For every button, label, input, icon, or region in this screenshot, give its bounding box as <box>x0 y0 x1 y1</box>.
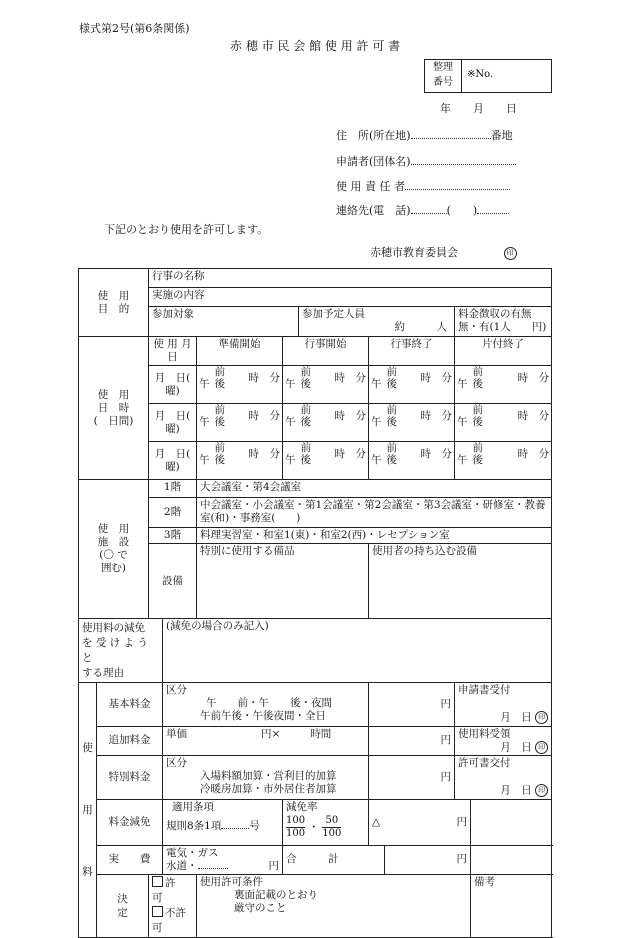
dt-header-start: 行事開始 <box>283 337 369 366</box>
ampm-label: 午 <box>283 404 299 442</box>
receipt-blank-2 <box>471 845 552 874</box>
dt-header-date: 使 用 月 日 <box>149 337 197 366</box>
permit-conditions: 使用許可条件 裏面記載のとおり 厳守のこと <box>197 874 471 937</box>
address-label: 住 所(所在地) <box>336 129 411 142</box>
target-field[interactable]: 参加対象 <box>149 307 299 337</box>
time-cell[interactable]: 前 後 時 分 <box>299 442 369 480</box>
dt-header-cleanup: 片付終了 <box>455 337 552 366</box>
datetime-row <box>79 404 552 442</box>
contact-row <box>336 202 509 218</box>
fee-collection-value: 無・有(1人 円) <box>458 321 547 333</box>
special-fee-class[interactable]: 区分 入場料額加算・営利目的加算 冷暖房加算・市外居住者加算 <box>163 756 369 800</box>
datetime-row <box>79 442 552 480</box>
extra-fee-calc[interactable]: 単価 円× 時間 <box>163 726 369 756</box>
permit-statement: 下記のとおり使用を許可します。 <box>104 223 269 236</box>
time-cell[interactable]: 前 後 時 分 <box>385 366 455 404</box>
special-fee-label: 特別料金 <box>97 756 163 800</box>
ampm-label: 午 <box>197 442 213 480</box>
time-cell[interactable]: 前 後 時 分 <box>385 404 455 442</box>
time-cell[interactable]: 前 後 時 分 <box>471 442 552 480</box>
planned-value: 約 人 <box>394 321 447 333</box>
datetime-label: 使 用 日 時 ( 日間) <box>79 337 149 480</box>
dt-date-cell[interactable]: 月 日( 曜) <box>149 404 197 442</box>
ampm-label: 午 <box>455 442 471 480</box>
fee-collection-label: 料金徴収の有無 <box>458 308 532 320</box>
floor-1-rooms[interactable]: 大会議室・第4会議室 <box>197 480 552 498</box>
seiri-box <box>424 59 552 93</box>
seiri-label-2: 番号 <box>433 77 453 88</box>
ampm-label: 午 <box>455 404 471 442</box>
manager-label: 使 用 責 任 者 <box>336 180 405 193</box>
planned-field[interactable] <box>299 307 455 337</box>
basic-fee-amount[interactable]: 円 <box>369 683 455 727</box>
basic-fee-label: 基本料金 <box>97 683 163 727</box>
floor-2-rooms[interactable]: 中会議室・小会議室・第1会議室・第2会議室・第3会議室・研修室・教養室(和)・事務室( ) <box>197 498 552 528</box>
reduction-reason-field[interactable]: (減免の場合のみ記入) <box>163 619 552 683</box>
fee-received: 使用料受領 月 日 印 <box>455 726 552 756</box>
ampm-label: 午 <box>283 366 299 404</box>
dt-date-cell[interactable]: 月 日( 曜) <box>149 366 197 404</box>
apply-clause-field[interactable]: 適用条項 規則8条1項 号 <box>163 799 283 845</box>
time-cell[interactable]: 前 後 時 分 <box>385 442 455 480</box>
floor-1-label: 1階 <box>149 480 197 498</box>
reduction-label: 使用料の減免 を 受 け よ う と する理由 <box>79 619 163 683</box>
permit-issued: 許可書交付 月 日 印 <box>455 756 552 800</box>
special-equipment-field[interactable]: 特別に使用する備品 <box>197 544 369 619</box>
special-fee-amount[interactable]: 円 <box>369 756 455 800</box>
decision-options <box>149 874 197 937</box>
event-name-field[interactable]: 行事の名称 <box>149 269 552 288</box>
permit-form-table <box>78 268 552 938</box>
time-cell[interactable]: 前 後 時 分 <box>299 404 369 442</box>
own-equipment-field[interactable]: 使用者の持ち込む設備 <box>369 544 552 619</box>
ampm-label: 午 <box>197 366 213 404</box>
decision-label: 決 定 <box>97 874 149 937</box>
application-received: 申請書受付 月 日 印 <box>455 683 552 727</box>
facility-label: 使 用 施 設 (〇 で 囲む) <box>79 480 149 619</box>
rate-100: $\frac{100}{100}$ <box>286 814 306 839</box>
ampm-label: 午 <box>283 442 299 480</box>
basic-fee-class[interactable]: 区分 午 前・午 後・夜間 午前午後・午後夜間・全日 <box>163 683 369 727</box>
purpose-label: 使 用 目 的 <box>79 269 149 337</box>
fee-collection-field[interactable] <box>455 307 552 337</box>
issue-date: 年 月 日 <box>440 102 517 115</box>
ampm-label: 午 <box>369 442 385 480</box>
ampm-label: 午 <box>455 366 471 404</box>
checkbox-icon[interactable] <box>152 906 163 917</box>
nonpermit-checkbox[interactable]: 不許可 <box>152 906 186 934</box>
manager-row <box>336 178 510 194</box>
utility-cost[interactable]: 電気・ガス 水道・ 円 <box>163 845 283 874</box>
contact-paren: ( ) <box>446 204 478 217</box>
ampm-label: 午 <box>369 404 385 442</box>
receipt-blank-1 <box>471 799 552 845</box>
applicant-row <box>336 153 516 169</box>
rate-50: $\frac{50}{100}$ <box>322 814 342 839</box>
floor-2-label: 2階 <box>149 498 197 528</box>
applicant-label: 申請者(団体名) <box>336 155 411 168</box>
time-cell[interactable]: 前 後 時 分 <box>213 404 283 442</box>
page-title: 赤 穂 市 民 会 館 使 用 許 可 書 <box>230 39 401 53</box>
content-field[interactable]: 実施の内容 <box>149 288 552 307</box>
actual-cost-label: 実 費 <box>97 845 163 874</box>
issuer-name: 赤穂市教育委員会 <box>370 246 458 259</box>
permit-checkbox[interactable]: 許 可 <box>152 876 186 904</box>
datetime-row <box>79 366 552 404</box>
dt-header-end: 行事終了 <box>369 337 455 366</box>
issuer <box>370 244 517 260</box>
planned-label: 参加予定人員 <box>302 308 365 320</box>
seiri-label-1: 整理 <box>433 62 453 73</box>
floor-3-label: 3階 <box>149 528 197 544</box>
time-cell[interactable]: 前 後 時 分 <box>471 404 552 442</box>
ampm-label: 午 <box>369 366 385 404</box>
ampm-label: 午 <box>197 404 213 442</box>
form-number: 様式第2号(第6条関係) <box>79 22 190 35</box>
seal-icon: 印 <box>504 247 517 260</box>
address-suffix: 番地 <box>490 129 513 142</box>
time-cell[interactable]: 前 後 時 分 <box>299 366 369 404</box>
seal-icon: 印 <box>535 711 548 724</box>
dt-date-cell[interactable]: 月 日( 曜) <box>149 442 197 480</box>
checkbox-icon[interactable] <box>152 876 163 887</box>
time-cell[interactable]: 前 後 時 分 <box>213 442 283 480</box>
seiri-value: ※No. <box>467 69 494 80</box>
remarks-field[interactable]: 備考 <box>471 874 552 937</box>
contact-label: 連絡先(電 話) <box>336 204 411 217</box>
extra-fee-label: 追加料金 <box>97 726 163 756</box>
total-label: 合 計 <box>283 845 385 874</box>
fee-side-label: 使 用 料 <box>79 683 97 938</box>
time-cell[interactable]: 前 後 時 分 <box>213 366 283 404</box>
seal-icon: 印 <box>535 741 548 754</box>
reduction-amount[interactable]: △ 円 <box>369 799 471 845</box>
equipment-label: 設備 <box>149 544 197 619</box>
reduction-rate-field[interactable]: 減免率 $\frac{100}{100}$ ・ $\frac{50}{100}$ <box>283 799 369 845</box>
address-row <box>336 127 513 143</box>
seal-icon: 印 <box>535 784 548 797</box>
total-amount[interactable]: 円 <box>385 845 471 874</box>
reduction-fee-label: 料金減免 <box>97 799 163 845</box>
floor-3-rooms[interactable]: 料理実習室・和室1(東)・和室2(西)・レセプション室 <box>197 528 552 544</box>
time-cell[interactable]: 前 後 時 分 <box>471 366 552 404</box>
dt-header-prep: 準備開始 <box>197 337 283 366</box>
extra-fee-amount[interactable]: 円 <box>369 726 455 756</box>
